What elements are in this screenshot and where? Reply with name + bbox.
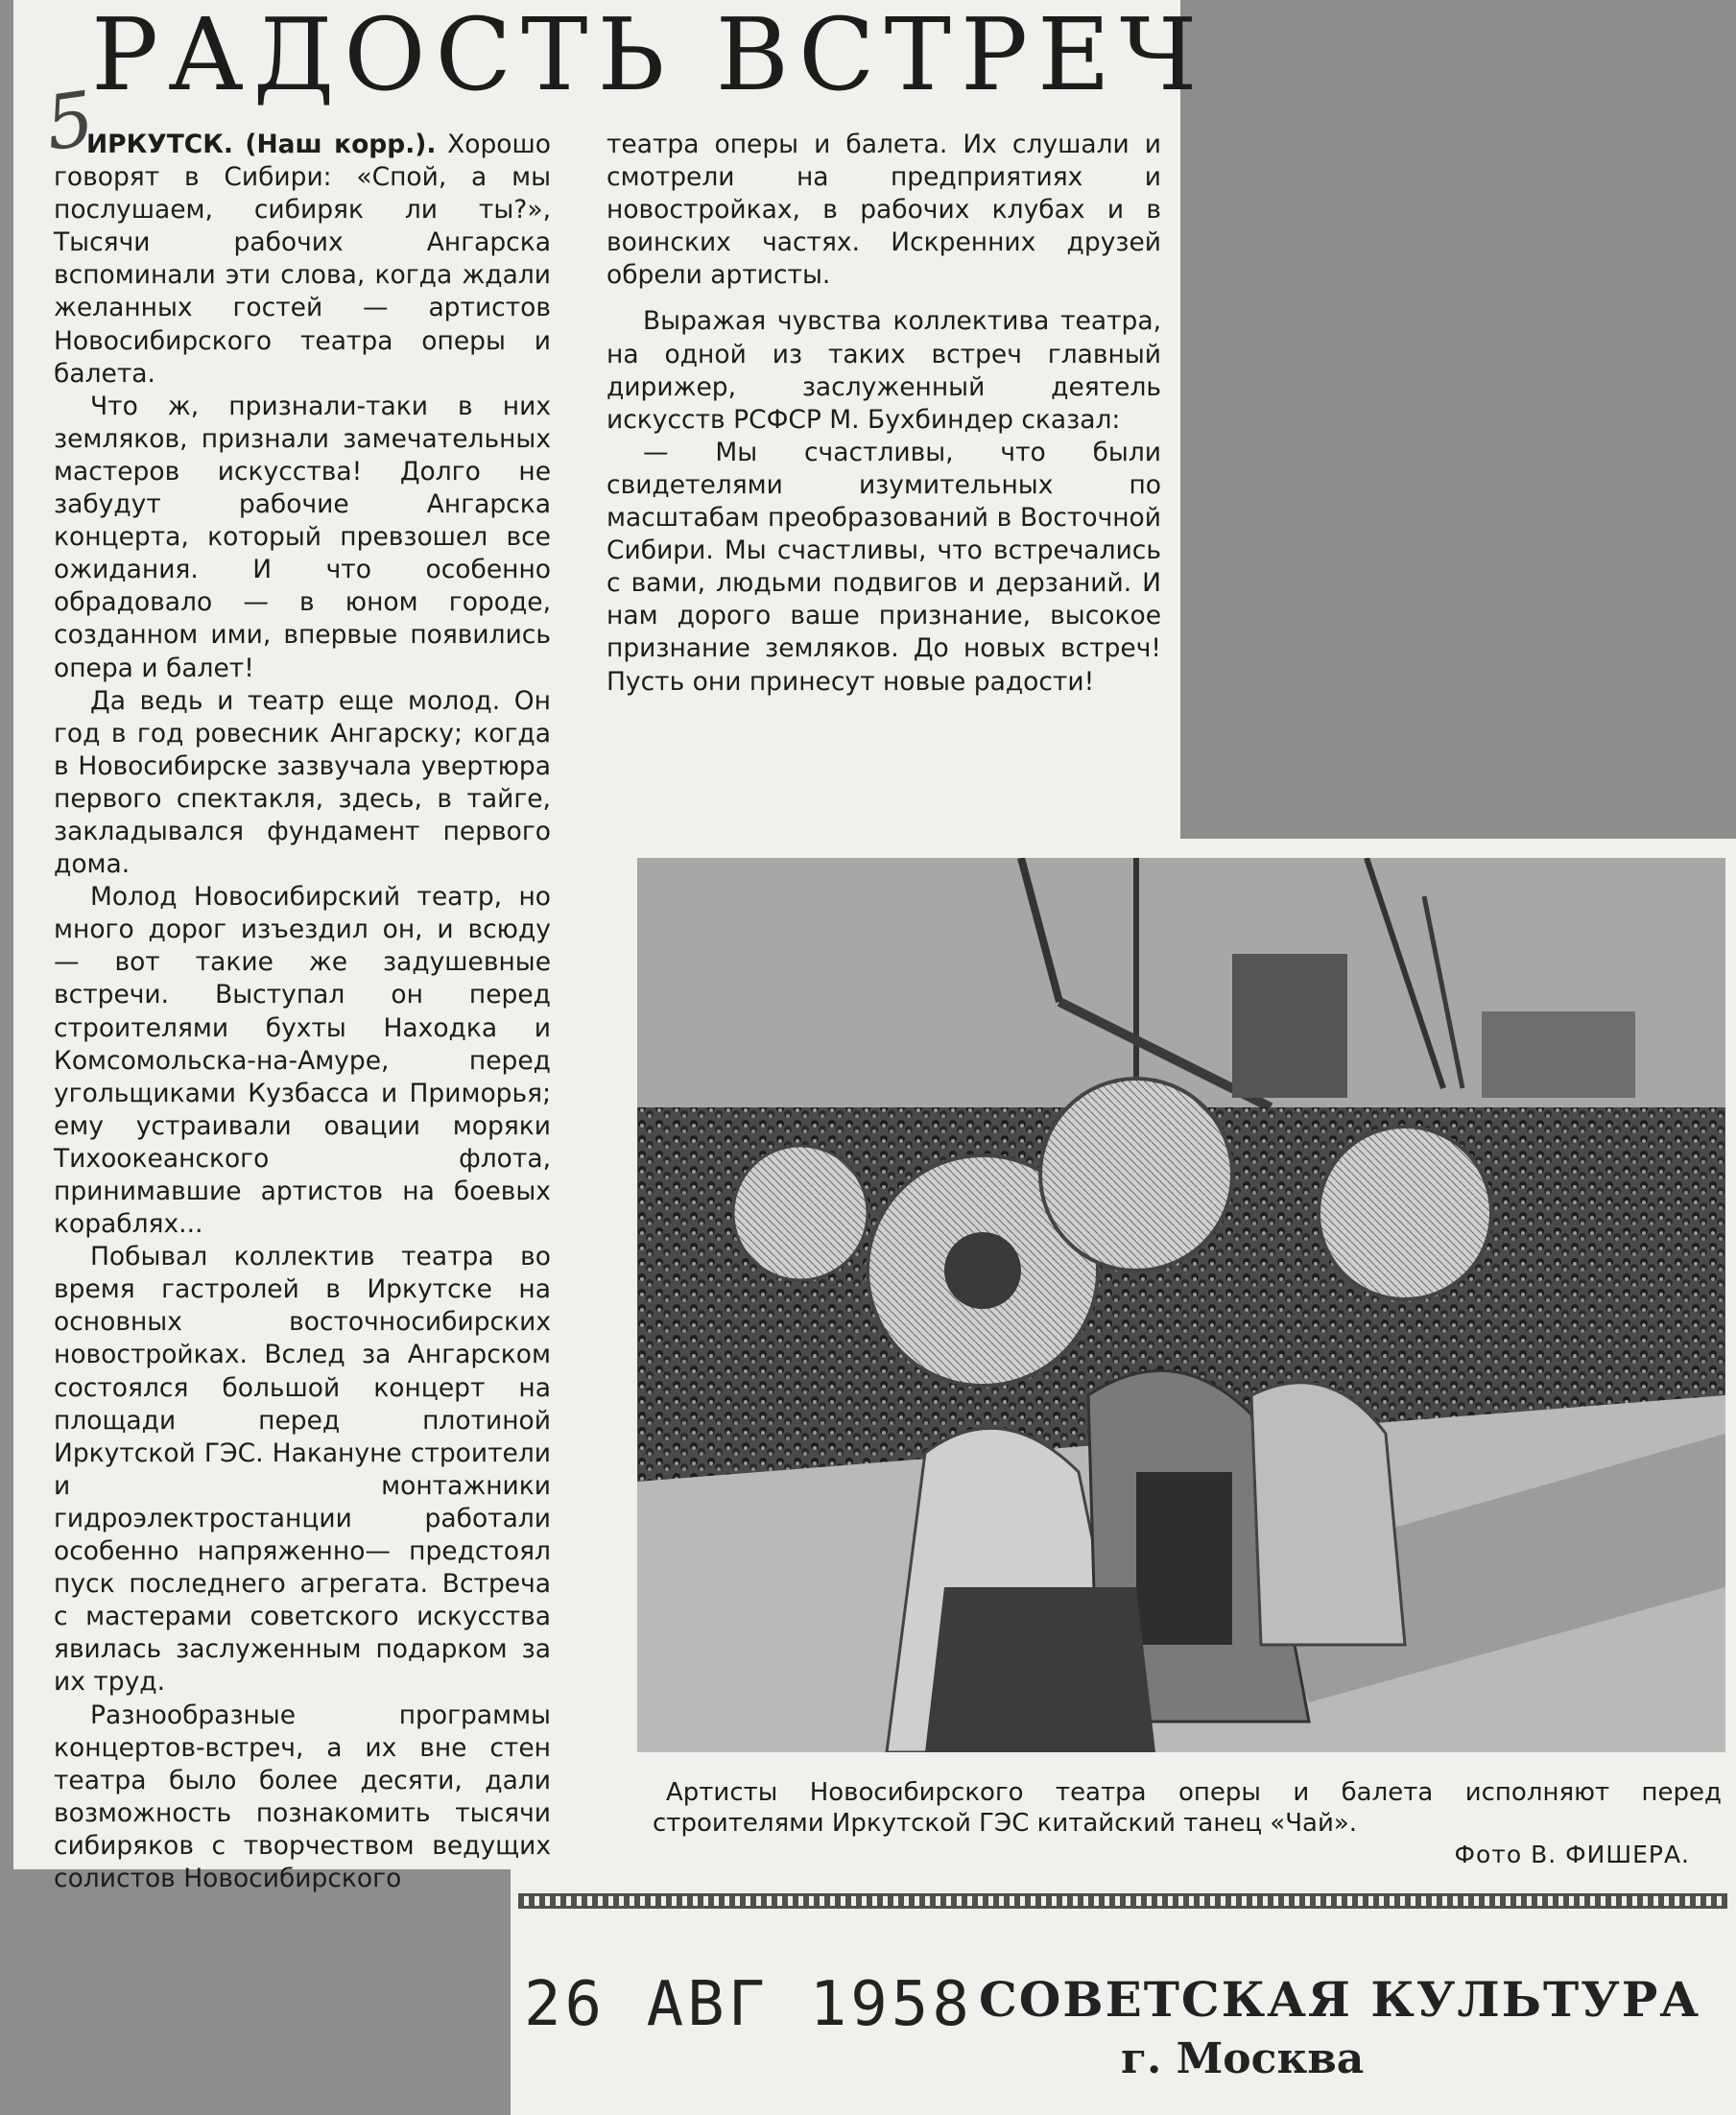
paragraph-2: Что ж, признали-таки в них земляков, признали замечательных мастеров искусства! Долго не забудут рабочие Ангарска концерта, который превзошел все ожидания. И что особенно обрадовало — в юном городе, созданном ими, впервые появились опера и балет! (54, 391, 551, 683)
photo-caption: Артисты Новосибирского театра оперы и балета исполняют перед строителями Иркутской ГЭС китайский танец «Чай». (653, 1778, 1722, 1838)
dance-photo-illustration (637, 858, 1725, 1752)
handwritten-number: 5 (39, 75, 100, 169)
stamp-date: 26 АВГ 1958 (524, 1969, 973, 2040)
decorative-rule (518, 1893, 1727, 1909)
news-photo (637, 858, 1725, 1752)
paragraph-3: Да ведь и театр еще молод. Он год в год ровесник Ангарску; когда в Новосибирске зазвучала увертюра первого спектакля, здесь, в тайге, закладывался фундамент первого дома. (54, 685, 551, 880)
paragraph-4: Молод Новосибирский театр, но много дорог изъездил он, и всюду — вот такие же задушевные встречи. Выступал он перед строителями бухты Находка и Комсомольска-на-Амуре, перед угольщиками Кузбасса и Приморья; ему устраивали овации моряки Тихоокеанского флота, принимавшие артистов на боевых кораблях... (54, 882, 551, 1240)
paragraph-1-text: Хорошо говорят в Сибири: «Спой, а мы послушаем, сибиряк ли ты?», Тысячи рабочих Ангарска вспоминали эти слова, когда ждали желанных гостей — артистов Новосибирского театра оперы и балета. (54, 130, 551, 389)
stamp-newspaper: СОВЕТСКАЯ КУЛЬТУРА (979, 1971, 1701, 2028)
paragraph-8: Выражая чувства коллектива театра, на одной из таких встреч главный дирижер, заслуженный деятель искусств РСФСР М. Бухбиндер сказал: (606, 306, 1161, 435)
stamp-city: г. Москва (1121, 2034, 1365, 2083)
photo-credit: Фото В. ФИШЕРА. (1454, 1841, 1690, 1868)
paragraph-9: — Мы счастливы, что были свидетелями изумительных по масштабам преобразований в Восточной Сибири. Мы счастливы, что встречались с вами, людьми подвигов и дерзаний. И нам дорого ваше признание, высокое признание земляков. До новых встреч! Пусть они принесут новые радости! (606, 437, 1161, 697)
dateline: ИРКУТСК. (Наш корр.). (86, 130, 437, 159)
paragraph-7: театра оперы и балета. Их слушали и смотрели на предприятиях и новостройках, в рабочих клубах и в воинских частях. Искренних друзей обрели артисты. (606, 130, 1161, 291)
paragraph-6: Разнообразные программы концертов-встреч, а их вне стен театра было более десяти, дали возможность познакомить тысячи сибиряков с творчеством ведущих солистов Новосибирского (54, 1699, 551, 1893)
article-headline: РАДОСТЬ ВСТРЕЧ (91, 0, 1207, 113)
paragraph-1 (54, 129, 551, 391)
article-column-2 (606, 129, 1161, 699)
paragraph-5: Побывал коллектив театра во время гастролей в Иркутске на основных восточносибирских новостройках. Вслед за Ангарском состоялся большой концерт на площади перед плотиной Иркутской ГЭС. Накануне строители и монтажники гидроэлектростанции работали особенно напряженно— предстоял пуск последнего агрегата. Встреча с мастерами советского искусства явилась заслуженным подарком за их труд. (54, 1242, 551, 1698)
article-column-1 (54, 129, 551, 1895)
